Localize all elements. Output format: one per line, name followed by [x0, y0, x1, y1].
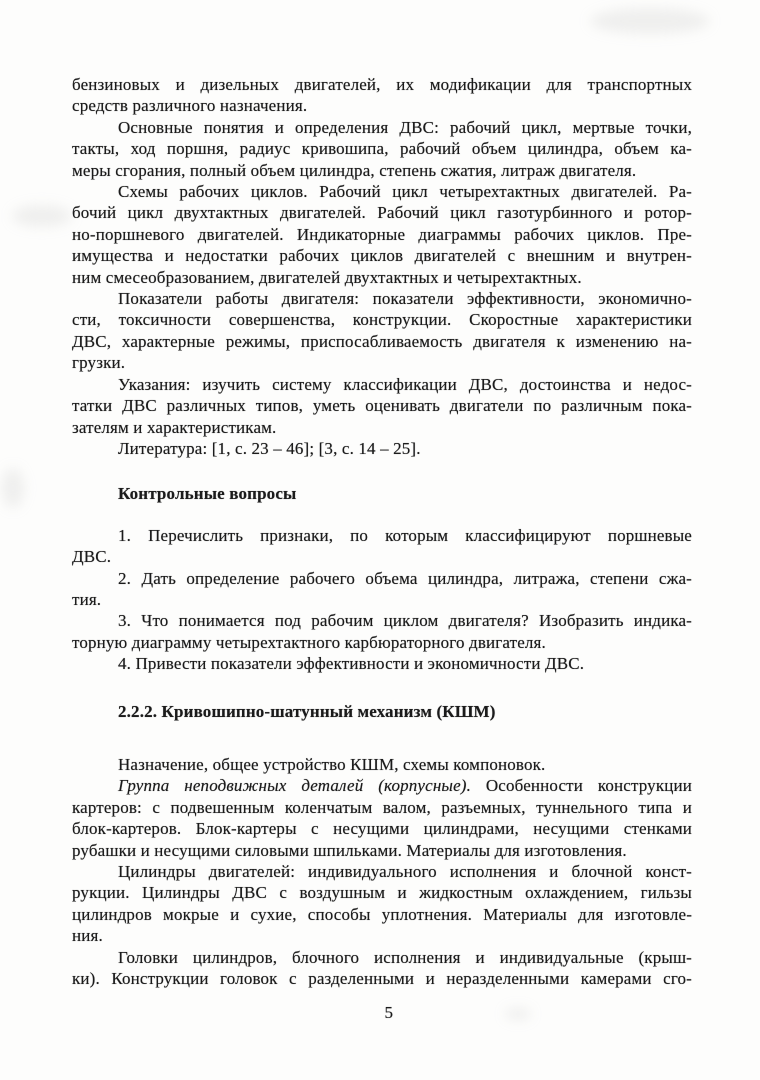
heading-control-questions	[72, 483, 692, 504]
text-line: Контрольные вопросы	[118, 484, 297, 504]
text-line: 3. Что понимается под рабочим циклом двигателя? Изобразить индика-	[118, 611, 692, 631]
text-line: 1. Перечислить признаки, по которым классифицируют поршневые	[118, 525, 692, 545]
paragraph-fixed-parts-group	[72, 775, 692, 861]
text-line: Показатели работы двигателя: показатели эффективности, экономично-	[118, 289, 692, 309]
text-line: цилиндров мокрые и сухие, способы уплотнения. Материалы для изготовле-	[72, 904, 692, 924]
text-line: ДВС, характерные режимы, приспосабливаемость двигателя к изменению на-	[72, 331, 692, 351]
scan-artifact	[590, 8, 710, 34]
paragraph-cylinder-heads	[72, 947, 692, 990]
text-line: картеров: с подвешенным коленчатым валом, разъемных, туннельного типа и	[72, 797, 692, 817]
paragraph-intro-continuation	[72, 74, 692, 117]
scan-artifact	[12, 205, 72, 227]
text-line: Схемы рабочих циклов. Рабочий цикл четырехтактных двигателей. Ра-	[118, 182, 692, 202]
scan-artifact	[2, 468, 24, 508]
literature-line	[72, 438, 692, 459]
paragraph-engine-indicators	[72, 288, 692, 374]
text-line: но-поршневого двигателей. Индикаторные диаграммы рабочих циклов. Пре-	[72, 224, 692, 244]
heading-section-2-2-2	[72, 701, 692, 722]
text-line: рубашки и несущими силовыми шпильками. Материалы для изготовления.	[72, 840, 627, 860]
text-line	[72, 775, 692, 796]
text-line: меры сгорания, полный объем цилиндра, степень сжатия, литраж двигателя.	[72, 160, 637, 180]
question-1	[72, 525, 692, 568]
paragraph-guidelines	[72, 374, 692, 438]
text-line: татки ДВС различных типов, уметь оценивать двигатели по различным пока-	[72, 396, 692, 416]
text-line: ния.	[72, 926, 103, 946]
text-line: ним смесеобразованием, двигателей двухтактных и четырехтактных.	[72, 267, 582, 287]
text-line: средств различного назначения.	[72, 96, 308, 116]
text-line: имущества и недостатки рабочих циклов двигателей с внешним и внутрен-	[72, 246, 692, 266]
text-line: Указания: изучить систему классификации ДВС, достоинства и недос-	[118, 374, 692, 394]
text-line: Головки цилиндров, блочного исполнения и индивидуальные (крыш-	[118, 947, 692, 967]
text-line: грузки.	[72, 353, 126, 373]
text-column	[72, 74, 692, 989]
text-line: блок-картеров. Блок-картеры с несущими цилиндрами, несущими стенками	[72, 819, 692, 839]
text-line: бочий цикл двухтактных двигателей. Рабочий цикл газотурбинного и ротор-	[72, 203, 692, 223]
text-line: зателям и характеристикам.	[72, 417, 277, 437]
text-line: Литература: [1, с. 23 – 46]; [3, с. 14 – 25].	[118, 438, 421, 458]
question-2	[72, 568, 692, 611]
paragraph-basic-concepts	[72, 117, 692, 181]
text-line: Назначение, общее устройство КШМ, схемы компоновок.	[118, 754, 546, 774]
page-number: 5	[384, 1003, 394, 1022]
paragraph-kshm-purpose	[72, 754, 692, 775]
text-line: 2. Дать определение рабочего объема цилиндра, литража, степени сжа-	[118, 568, 692, 588]
text-line: такты, ход поршня, радиус кривошипа, рабочий объем цилиндра, объем ка-	[72, 139, 692, 159]
text-line: торную диаграмму четырехтактного карбюраторного двигателя.	[72, 632, 546, 652]
text-line: сти, токсичности совершенства, конструкции. Скоростные характеристики	[72, 310, 692, 330]
text-line: ки). Конструкции головок с разделенными и неразделенными камерами сго-	[72, 969, 692, 989]
text-line: Цилиндры двигателей: индивидуального исполнения и блочной конст-	[118, 862, 692, 881]
text-line: 4. Привести показатели эффективности и экономичности ДВС.	[118, 654, 585, 674]
paragraph-cylinders	[72, 861, 692, 947]
text-line: рукции. Цилиндры ДВС с воздушным и жидкостным охлаждением, гильзы	[72, 883, 692, 903]
question-3	[72, 610, 692, 653]
text-line: ДВС.	[72, 547, 112, 567]
text-line: Основные понятия и определения ДВС: рабочий цикл, мертвые точки,	[118, 117, 692, 137]
paragraph-cycle-schemes	[72, 181, 692, 288]
text-line: тия.	[72, 589, 102, 609]
text-segment: Особенности конструкции	[470, 776, 692, 796]
question-4	[72, 653, 692, 674]
text-line: 2.2.2. Кривошипно-шатунный механизм (КШМ)	[118, 701, 496, 721]
text-line: бензиновых и дизельных двигателей, их модификации для транспортных	[72, 75, 692, 94]
italic-text-segment: Группа неподвижных деталей (корпусные).	[118, 776, 471, 796]
